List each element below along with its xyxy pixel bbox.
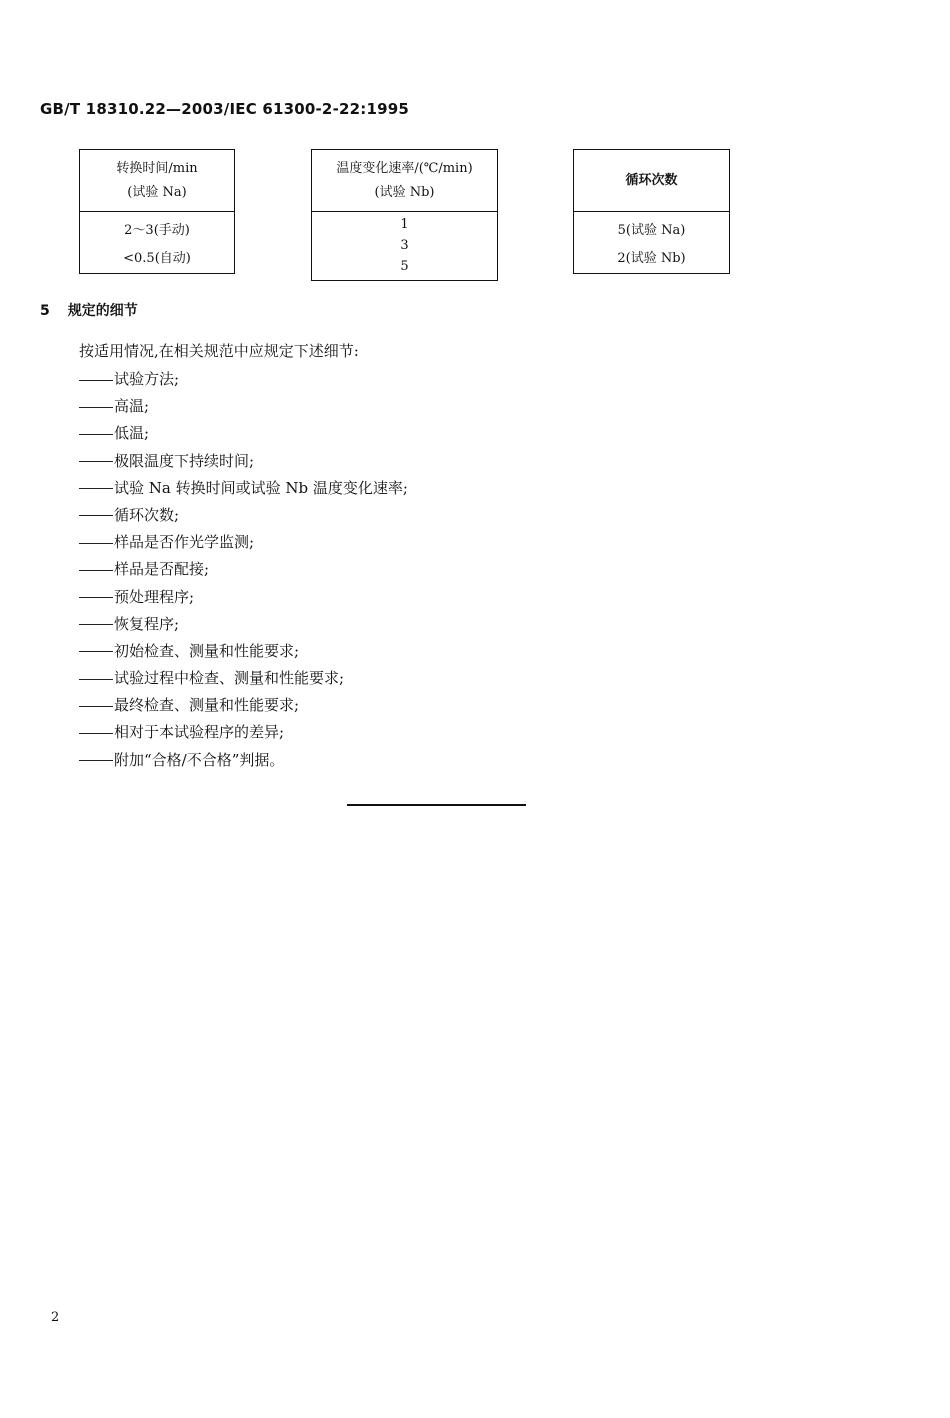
list-item: 附加“合格/不合格”判据。 bbox=[79, 747, 408, 774]
table-header-title: 温度变化速率/(℃/min) bbox=[336, 160, 473, 176]
table-body bbox=[80, 212, 234, 272]
table-header-subtitle: (试验 Na) bbox=[127, 184, 187, 200]
table-header-title: 转换时间/min bbox=[116, 160, 198, 176]
dash-icon bbox=[79, 733, 113, 734]
dash-icon bbox=[79, 651, 113, 652]
table-header bbox=[312, 150, 497, 212]
list-item: 预处理程序; bbox=[79, 584, 408, 611]
end-of-document-rule bbox=[347, 804, 526, 806]
dash-icon bbox=[79, 760, 113, 761]
dash-icon bbox=[79, 407, 113, 408]
list-item: 最终检查、测量和性能要求; bbox=[79, 692, 408, 719]
list-item: 初始检查、测量和性能要求; bbox=[79, 638, 408, 665]
dash-icon bbox=[79, 706, 113, 707]
list-item: 高温; bbox=[79, 393, 408, 420]
dash-icon bbox=[79, 515, 113, 516]
list-item: 极限温度下持续时间; bbox=[79, 448, 408, 475]
list-item: 试验方法; bbox=[79, 366, 408, 393]
table-cell: 1 bbox=[400, 217, 409, 232]
list-item: 样品是否配接; bbox=[79, 556, 408, 583]
table-cell: 5 bbox=[400, 259, 409, 274]
table-header-subtitle: (试验 Nb) bbox=[374, 184, 435, 200]
table-body bbox=[312, 212, 497, 279]
list-item: 样品是否作光学监测; bbox=[79, 529, 408, 556]
list-item: 相对于本试验程序的差异; bbox=[79, 719, 408, 746]
dash-icon bbox=[79, 624, 113, 625]
document-header: GB/T 18310.22—2003/IEC 61300-2-22:1995 bbox=[40, 100, 410, 118]
table-header-title: 循环次数 bbox=[625, 172, 678, 188]
dash-icon bbox=[79, 488, 113, 489]
section-intro: 按适用情况,在相关规范中应规定下述细节: bbox=[79, 342, 359, 360]
list-item: 循环次数; bbox=[79, 502, 408, 529]
table-header bbox=[80, 150, 234, 212]
dash-icon bbox=[79, 679, 113, 680]
dash-icon bbox=[79, 597, 113, 598]
dash-icon bbox=[79, 461, 113, 462]
table-cell: <0.5(自动) bbox=[123, 250, 191, 266]
list-item: 恢复程序; bbox=[79, 611, 408, 638]
table-cell: 5(试验 Na) bbox=[617, 222, 686, 238]
cycles-table bbox=[573, 149, 730, 274]
table-cell: 2～3(手动) bbox=[124, 222, 190, 238]
dash-icon bbox=[79, 570, 113, 571]
section-heading bbox=[40, 300, 138, 320]
page-number: 2 bbox=[51, 1310, 60, 1325]
details-list bbox=[79, 366, 408, 774]
temperature-rate-table bbox=[311, 149, 498, 281]
transfer-time-table bbox=[79, 149, 235, 274]
table-body bbox=[574, 212, 729, 272]
list-item: 试验过程中检查、测量和性能要求; bbox=[79, 665, 408, 692]
table-cell: 2(试验 Nb) bbox=[617, 250, 686, 266]
dash-icon bbox=[79, 380, 113, 381]
dash-icon bbox=[79, 543, 113, 544]
section-title: 规定的细节 bbox=[67, 303, 138, 319]
table-cell: 3 bbox=[400, 238, 409, 253]
dash-icon bbox=[79, 434, 113, 435]
table-header bbox=[574, 150, 729, 212]
list-item: 低温; bbox=[79, 420, 408, 447]
section-number: 5 bbox=[40, 303, 50, 319]
list-item: 试验 Na 转换时间或试验 Nb 温度变化速率; bbox=[79, 475, 408, 502]
